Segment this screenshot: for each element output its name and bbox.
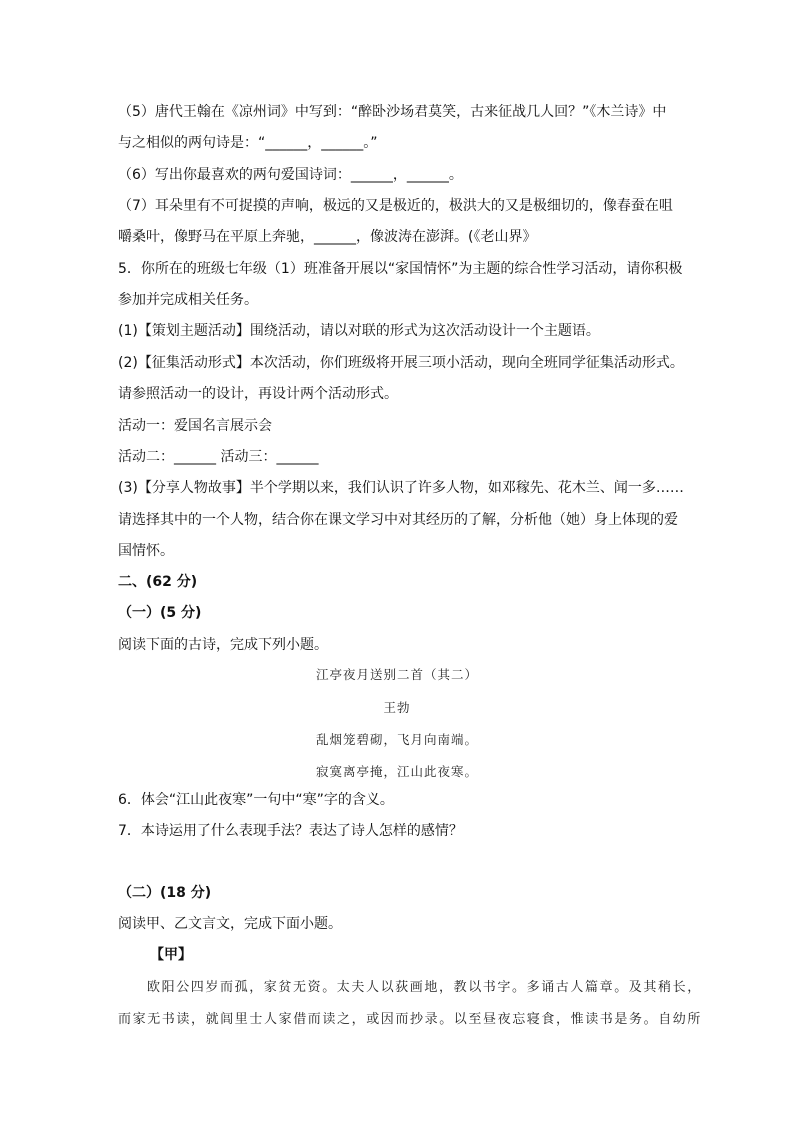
question-7b: 7．本诗运用了什么表现手法？表达了诗人怎样的感情？ [118,823,463,839]
section-2-heading: 二、(62 分) [118,574,198,590]
item-5-line-2: 参加并完成相关任务。 [118,292,258,308]
question-6b: 6．体会“江山此夜寒”一句中“寒”字的含义。 [118,792,394,808]
poem-line-2: 寂寞离亭掩，江山此夜寒。 [315,764,478,779]
item-5-line-1: 5．你所在的班级七年级（1）班准备开展以“家国情怀”为主题的综合性学习活动，请你积极 [118,261,683,277]
task-1: (1)【策划主题活动】围绕活动，请以对联的形式为这次活动设计一个主题语。 [118,323,600,339]
question-5-line-1: （5）唐代王翰在《凉州词》中写到：“醉卧沙场君莫笑，古来征战几人回？”《木兰诗》中 [118,104,667,120]
activity-2-3: 活动二：______ 活动三：______ [118,449,319,465]
poem-author: 王勃 [383,700,411,715]
passage-jia-line-1: 欧阳公四岁而孤，家贫无资。太夫人以荻画地，教以书字。多诵古人篇章。及其稍长， [147,980,702,995]
reading-instruction-1: 阅读下面的古诗，完成下列小题。 [118,637,328,653]
part-2-heading: （二）(18 分) [118,885,212,901]
question-5-line-2: 与之相似的两句诗是：“______，______。” [118,135,378,151]
task-3-line-2: 请选择其中的一个人物，结合你在课文学习中对其经历的了解，分析他（她）身上体现的爱 [118,512,678,528]
question-7-line-2: 嚼桑叶，像野马在平原上奔驰，______，像波涛在澎湃。(《老山界》 [118,229,537,245]
passage-jia-line-2: 而家无书读，就闾里士人家借而读之，或因而抄录。以至昼夜忘寝食，惟读书是务。自幼所 [118,1012,703,1027]
question-6: （6）写出你最喜欢的两句爱国诗词：______，______。 [118,167,463,183]
poem-line-1: 乱烟笼碧砌，飞月向南端。 [315,732,478,747]
task-3-line-3: 国情怀。 [118,543,174,559]
task-2-line-2: 请参照活动一的设计，再设计两个活动形式。 [118,386,398,402]
task-2-line-1: (2)【征集活动形式】本次活动，你们班级将开展三项小活动，现向全班同学征集活动形式。 [118,355,684,371]
activity-1: 活动一：爱国名言展示会 [118,418,272,434]
question-7-line-1: （7）耳朵里有不可捉摸的声响，极远的又是极近的，极洪大的又是极细切的，像春蚕在咀 [118,198,673,214]
task-3-line-1: (3)【分享人物故事】半个学期以来，我们认识了许多人物，如邓稼先、花木兰、闻一多…… [118,480,684,496]
reading-instruction-2: 阅读甲、乙文言文，完成下面小题。 [118,916,342,932]
part-1-heading: （一）(5 分) [118,605,202,621]
passage-jia-label: 【甲】 [150,947,192,963]
poem-title: 江亭夜月送别二首（其二） [315,667,478,682]
